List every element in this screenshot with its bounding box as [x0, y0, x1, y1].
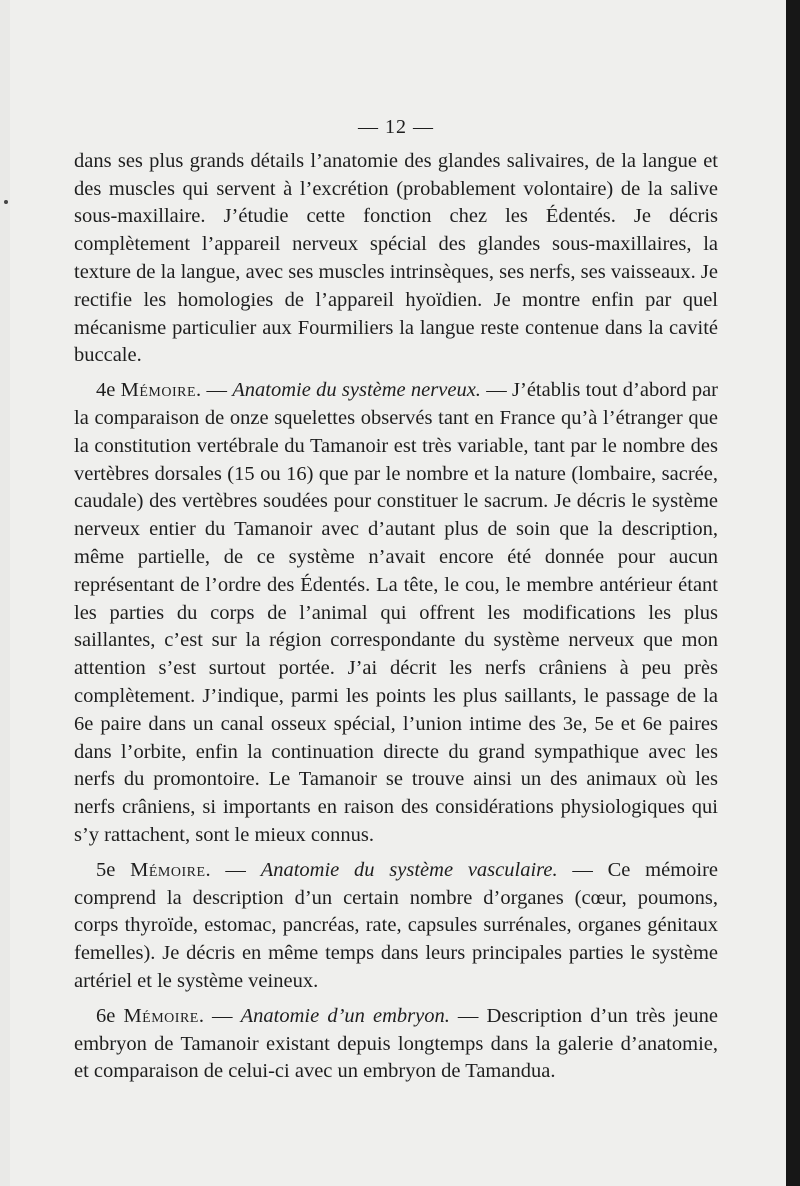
memoire-dash: . —	[198, 1004, 241, 1027]
memoire-label: Mémoire	[123, 1004, 199, 1027]
memoire-text: — Ce mémoire comprend la description d’un certain nombre d’organes (cœur, poumons, corps thyroïde, estomac, pancréas, rate, capsules surrénales, organes génitaux femelles). Je décris en même temps dans leurs principales parties le système artériel et le système veineux.	[74, 858, 719, 992]
paragraph-memoire-4	[74, 377, 718, 850]
page-number: — 12 —	[358, 116, 434, 138]
ink-speck	[4, 200, 8, 204]
dark-page-edge	[786, 0, 800, 1186]
memoire-number: 4e	[96, 379, 116, 402]
paragraph-continuation: dans ses plus grands détails l’anatomie des glandes salivaires, de la langue et des muscles qui servent à l’excrétion (probablement volontaire) de la salive sous-maxillaire. J’étudie cette fonction chez les Édentés. Je décris complètement l’appareil nerveux spécial des glandes sous-maxillaires, la texture de la langue, avec ses muscles intrinsèques, ses nerfs, ses vaisseaux. Je rectifie les homologies de l’appareil hyoïdien. Je montre enfin par quel mécanisme particulier aux Fourmiliers la langue reste contenue dans la cavité buccale.	[74, 149, 718, 367]
memoire-label: Mémoire	[120, 379, 197, 402]
memoire-text: — Description d’un très jeune embryon de Tamanoir existant depuis longtemps dans la galerie d’anatomie, et comparaison de celui-ci avec un embryon de Tamandua.	[74, 1004, 719, 1083]
memoire-title: Anatomie du système nerveux.	[232, 379, 481, 402]
paragraph-memoire-5	[74, 857, 718, 996]
memoire-text: — J’établis tout d’abord par la comparaison de onze squelettes observés tant en France qu’à l’étranger que la constitution vertébrale du Tamanoir est très variable, tant par le nombre des vertèbres dorsales (15 ou 16) que par le nombre et la nature (lombaire, sacrée, caudale) des vertèbres soudées pour constituer le sacrum. Je décris le système nerveux entier du Tamanoir avec d’autant plus de soin que la description, même partielle, de ce système n’avait encore été donnée pour aucun représentant de l’ordre des Édentés. La tête, le cou, le membre antérieur étant les parties du corps de l’animal qui offrent les modifications les plus saillantes, c’est sur la région correspondante du système nerveux que mon attention s’est surtout portée. J’ai décrit les nerfs crâniens à peu près complètement. J’indique, parmi les points les plus saillants, le passage de la 6e paire dans un canal osseux spécial, l’union intime des 3e, 5e et 6e paires dans l’orbite, enfin la continuation directe du grand sympathique avec les nerfs du promontoire. Le Tamanoir se trouve ainsi un des animaux où les nerfs crâniens, si importants en raison des considérations physiologiques qui s’y rattachent, sont le mieux connus.	[74, 379, 719, 846]
memoire-number: 6e	[96, 1004, 116, 1027]
paragraph-memoire-6	[74, 1003, 718, 1086]
memoire-title: Anatomie du système vasculaire.	[260, 858, 558, 881]
page-content	[74, 114, 718, 1093]
paper-sheet	[10, 0, 786, 1186]
memoire-number: 5e	[96, 858, 116, 881]
memoire-dash: . —	[205, 858, 261, 881]
memoire-label: Mémoire	[130, 858, 206, 881]
memoire-title: Anatomie d’un embryon.	[240, 1004, 450, 1027]
memoire-dash: . —	[196, 379, 233, 402]
